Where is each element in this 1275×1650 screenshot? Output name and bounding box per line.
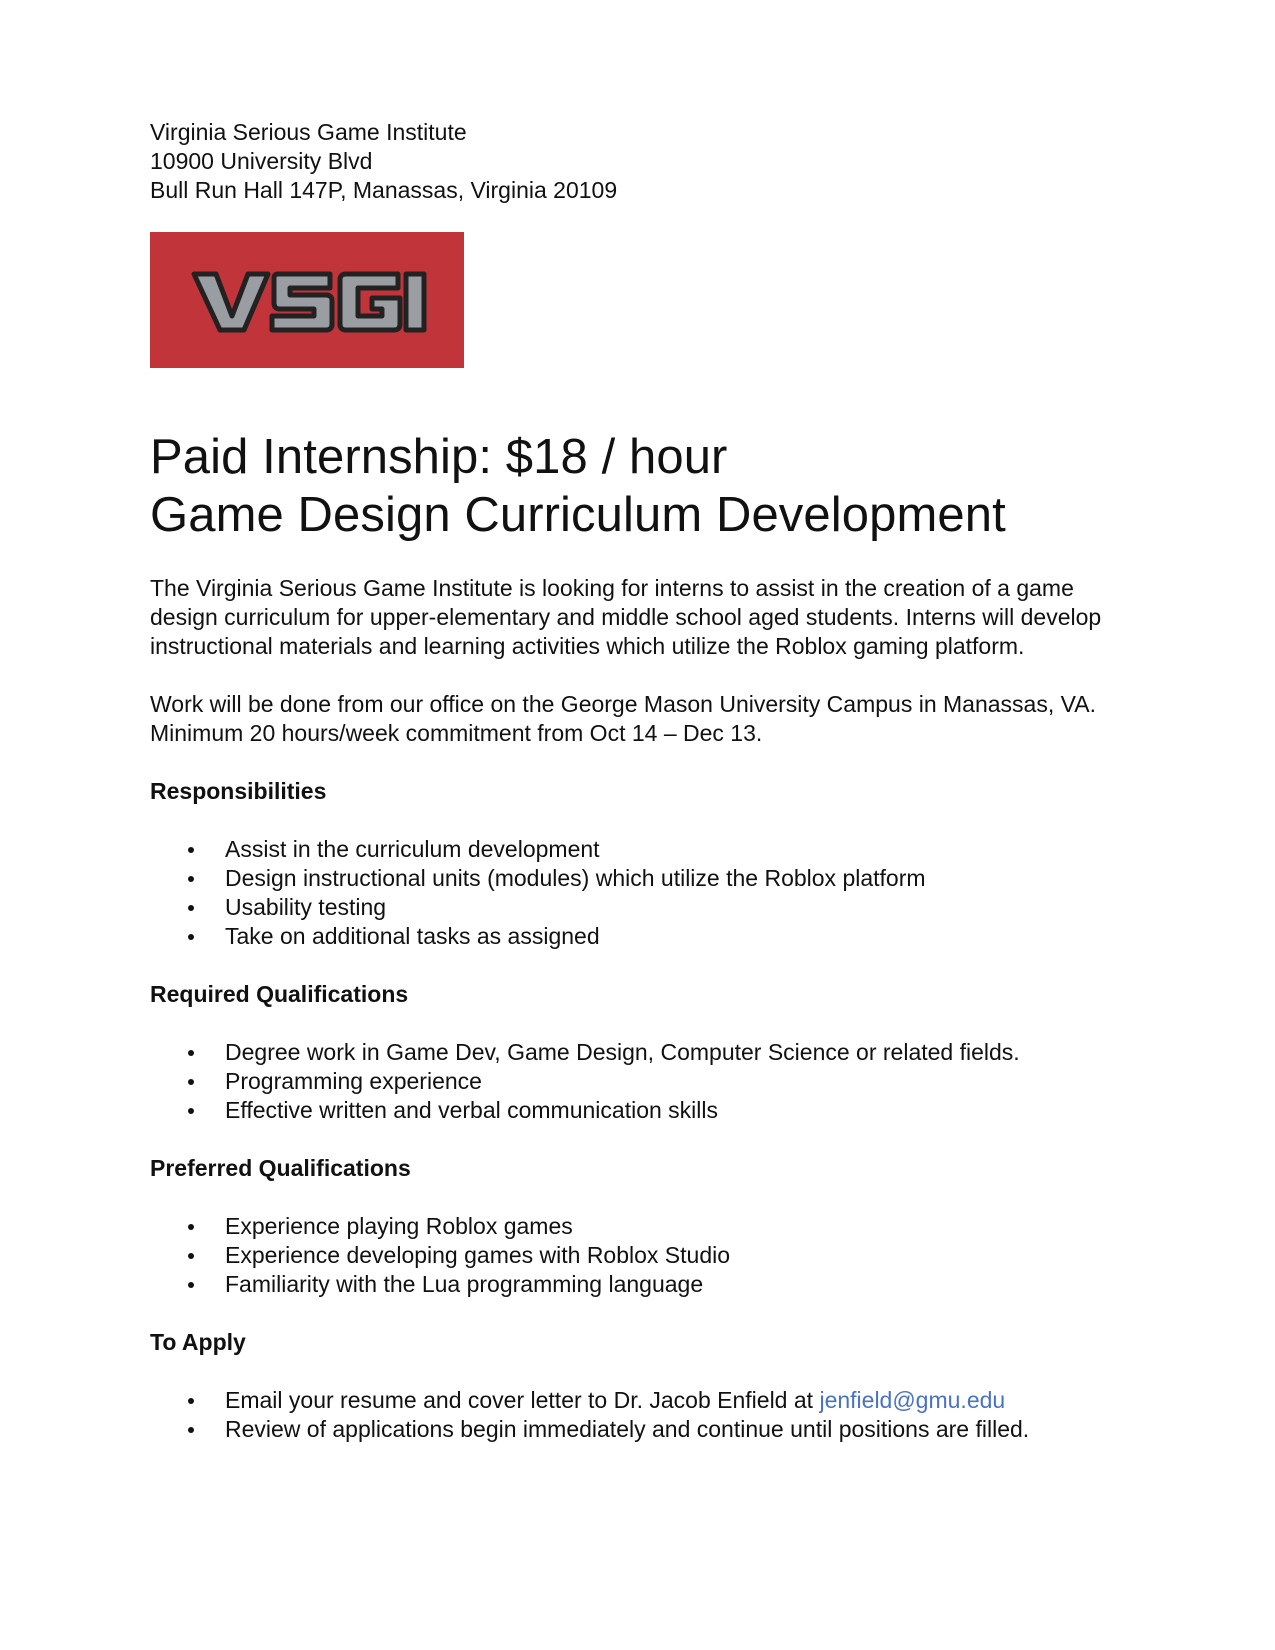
job-posting-page	[150, 118, 1130, 1444]
list-item	[150, 1067, 1130, 1096]
list-item-text: Experience playing Roblox games	[225, 1213, 573, 1239]
list-item-text: Programming experience	[225, 1068, 482, 1094]
bullet-icon	[188, 847, 194, 853]
bullet-icon	[188, 1427, 194, 1433]
list-item	[150, 1038, 1130, 1067]
vsgi-logo	[150, 232, 464, 368]
list-item-text: Review of applications begin immediately and continue until positions are filled.	[225, 1416, 1030, 1442]
title-line-pay: Paid Internship: $18 / hour	[150, 430, 728, 484]
email-link[interactable]: jenfield@gmu.edu	[819, 1387, 1006, 1413]
street-address: 10900 University Blvd	[150, 148, 373, 174]
bullet-icon	[188, 1224, 194, 1230]
bullet-icon	[188, 1253, 194, 1259]
bullet-icon	[188, 1079, 194, 1085]
bullet-icon	[188, 876, 194, 882]
list-item-text: Usability testing	[225, 894, 387, 920]
intro-paragraph: The Virginia Serious Game Institute is looking for interns to assist in the creation of a game design curriculum for upper-elementary and middle school aged students. Interns will develop instructional materials and learning activities which utilize the Roblox gaming platform.	[150, 575, 1102, 659]
institute-name: Virginia Serious Game Institute	[150, 119, 467, 145]
bullet-icon	[188, 934, 194, 940]
address-block	[150, 118, 1130, 205]
bullet-icon	[188, 1050, 194, 1056]
list-item-text: Effective written and verbal communication skills	[225, 1097, 719, 1123]
location-paragraph: Work will be done from our office on the George Mason University Campus in Manassas, VA. Minimum 20 hours/week commitment from Oct 14 – Dec 13.	[150, 691, 1096, 746]
to-apply-list	[150, 1386, 1130, 1444]
title-line-position: Game Design Curriculum Development	[150, 488, 1006, 542]
responsibilities-list	[150, 835, 1130, 951]
list-item	[150, 864, 1130, 893]
list-item	[150, 835, 1130, 864]
required-qualifications-list	[150, 1038, 1130, 1125]
list-item-text: Design instructional units (modules) which utilize the Roblox platform	[225, 865, 926, 891]
bullet-icon	[188, 1398, 194, 1404]
list-item	[150, 922, 1130, 951]
list-item	[150, 1212, 1130, 1241]
preferred-qualifications-heading: Preferred Qualifications	[150, 1155, 411, 1181]
list-item-text: Take on additional tasks as assigned	[225, 923, 600, 949]
page-title	[150, 428, 1130, 544]
responsibilities-heading: Responsibilities	[150, 778, 327, 804]
list-item-text: Degree work in Game Dev, Game Design, Computer Science or related fields.	[225, 1039, 1020, 1065]
list-item-text: Email your resume and cover letter to Dr. Jacob Enfield at	[225, 1387, 820, 1413]
building-address: Bull Run Hall 147P, Manassas, Virginia 20109	[150, 177, 618, 203]
bullet-icon	[188, 1282, 194, 1288]
to-apply-heading: To Apply	[150, 1329, 246, 1355]
required-qualifications-heading: Required Qualifications	[150, 981, 409, 1007]
list-item	[150, 1270, 1130, 1299]
preferred-qualifications-list	[150, 1212, 1130, 1299]
list-item	[150, 893, 1130, 922]
vsgi-logo-mark	[150, 232, 464, 368]
list-item	[150, 1386, 1130, 1415]
bullet-icon	[188, 905, 194, 911]
list-item-text: Familiarity with the Lua programming language	[225, 1271, 704, 1297]
list-item-text: Experience developing games with Roblox Studio	[225, 1242, 731, 1268]
list-item	[150, 1096, 1130, 1125]
list-item	[150, 1241, 1130, 1270]
list-item	[150, 1415, 1130, 1444]
list-item-text: Assist in the curriculum development	[225, 836, 600, 862]
bullet-icon	[188, 1108, 194, 1114]
